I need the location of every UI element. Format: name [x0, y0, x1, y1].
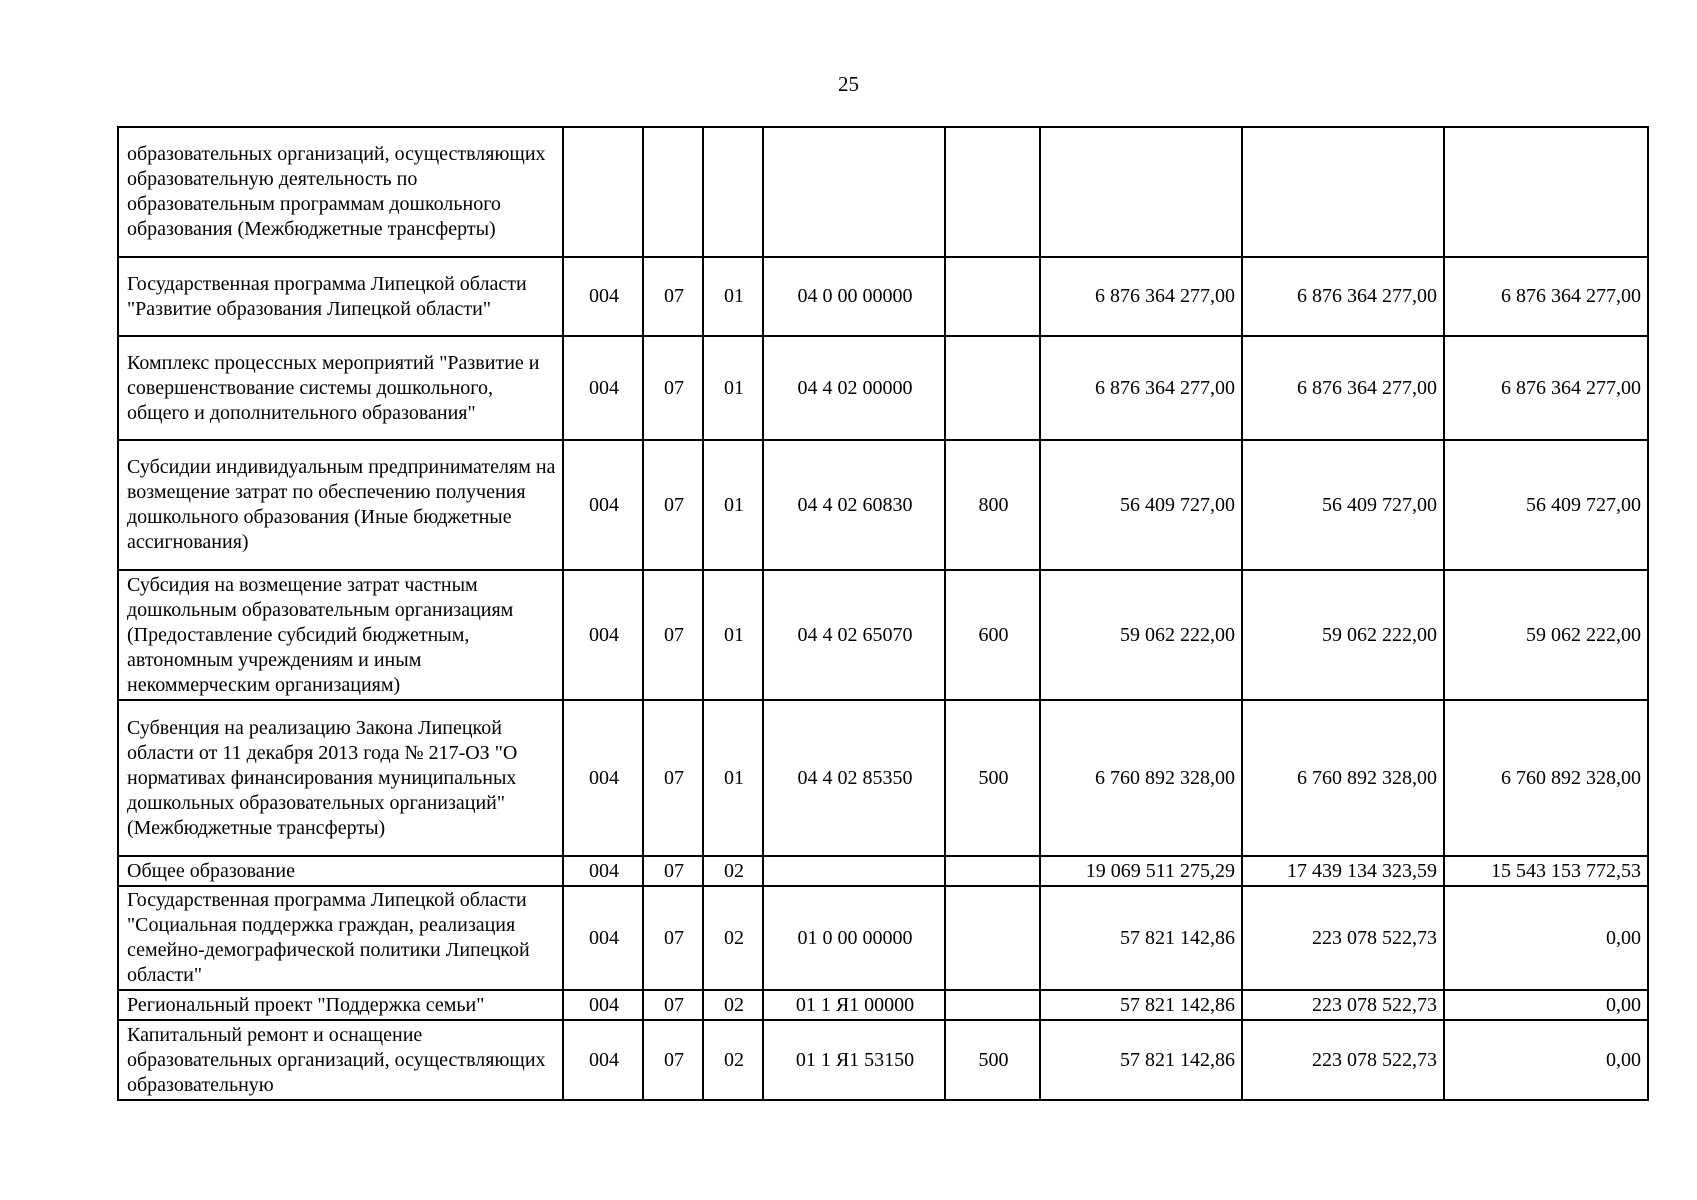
row-name-cell: Государственная программа Липецкой области "Социальная поддержка граждан, реализация семейно-демографической политики Липецкой области" [118, 886, 563, 990]
amount-year-2-cell: 6 760 892 328,00 [1242, 700, 1444, 856]
subsection-code-cell: 01 [703, 257, 763, 336]
subsection-code-cell: 01 [703, 336, 763, 440]
section-code-cell: 07 [643, 856, 703, 886]
ministry-code-cell: 004 [563, 570, 643, 700]
ministry-code-cell: 004 [563, 700, 643, 856]
target-article-code-cell: 04 4 02 00000 [763, 336, 945, 440]
amount-year-1-cell: 6 876 364 277,00 [1040, 257, 1242, 336]
amount-year-3-cell: 56 409 727,00 [1444, 440, 1648, 570]
row-name-cell: Региональный проект "Поддержка семьи" [118, 990, 563, 1020]
table-row [118, 1020, 1648, 1100]
ministry-code-cell: 004 [563, 990, 643, 1020]
section-code-cell: 07 [643, 886, 703, 990]
ministry-code-cell: 004 [563, 1020, 643, 1100]
target-article-code-cell: 04 4 02 60830 [763, 440, 945, 570]
subsection-code-cell: 02 [703, 990, 763, 1020]
amount-year-2-cell: 59 062 222,00 [1242, 570, 1444, 700]
amount-year-1-cell: 57 821 142,86 [1040, 990, 1242, 1020]
row-name-cell: Капитальный ремонт и оснащение образовательных организаций, осуществляющих образовательную [118, 1020, 563, 1100]
subsection-code-cell [703, 127, 763, 257]
target-article-code-cell: 04 0 00 00000 [763, 257, 945, 336]
subsection-code-cell: 01 [703, 440, 763, 570]
amount-year-1-cell: 6 876 364 277,00 [1040, 336, 1242, 440]
page-number: 25 [838, 72, 859, 96]
amount-year-2-cell: 56 409 727,00 [1242, 440, 1444, 570]
amount-year-3-cell: 15 543 153 772,53 [1444, 856, 1648, 886]
section-code-cell: 07 [643, 990, 703, 1020]
expense-type-code-cell [945, 336, 1040, 440]
amount-year-2-cell: 223 078 522,73 [1242, 990, 1444, 1020]
expense-type-code-cell [945, 127, 1040, 257]
section-code-cell: 07 [643, 257, 703, 336]
target-article-code-cell: 01 1 Я1 53150 [763, 1020, 945, 1100]
subsection-code-cell: 02 [703, 856, 763, 886]
amount-year-1-cell: 59 062 222,00 [1040, 570, 1242, 700]
amount-year-2-cell [1242, 127, 1444, 257]
section-code-cell: 07 [643, 700, 703, 856]
ministry-code-cell [563, 127, 643, 257]
target-article-code-cell: 04 4 02 65070 [763, 570, 945, 700]
amount-year-3-cell: 0,00 [1444, 886, 1648, 990]
subsection-code-cell: 02 [703, 1020, 763, 1100]
expense-type-code-cell: 500 [945, 700, 1040, 856]
table-row [118, 886, 1648, 990]
amount-year-1-cell: 19 069 511 275,29 [1040, 856, 1242, 886]
row-name-cell: образовательных организаций, осуществляющих образовательную деятельность по образовательным программам дошкольного образования (Межбюджетные трансферты) [118, 127, 563, 257]
table-row [118, 856, 1648, 886]
row-name-cell: Субсидия на возмещение затрат частным дошкольным образовательным организациям (Предоставление субсидий бюджетным, автономным учреждениям и иным некоммерческим организациям) [118, 570, 563, 700]
amount-year-1-cell: 56 409 727,00 [1040, 440, 1242, 570]
row-name-cell: Комплекс процессных мероприятий "Развитие и совершенствование системы дошкольного, общего и дополнительного образования" [118, 336, 563, 440]
table-row [118, 336, 1648, 440]
expense-type-code-cell [945, 856, 1040, 886]
table-row [118, 700, 1648, 856]
amount-year-3-cell: 6 760 892 328,00 [1444, 700, 1648, 856]
amount-year-1-cell: 57 821 142,86 [1040, 886, 1242, 990]
expense-type-code-cell [945, 886, 1040, 990]
section-code-cell: 07 [643, 1020, 703, 1100]
target-article-code-cell [763, 856, 945, 886]
amount-year-3-cell: 59 062 222,00 [1444, 570, 1648, 700]
amount-year-3-cell: 6 876 364 277,00 [1444, 336, 1648, 440]
row-name-cell: Общее образование [118, 856, 563, 886]
section-code-cell: 07 [643, 570, 703, 700]
expense-type-code-cell: 500 [945, 1020, 1040, 1100]
amount-year-2-cell: 223 078 522,73 [1242, 1020, 1444, 1100]
amount-year-1-cell: 57 821 142,86 [1040, 1020, 1242, 1100]
table-row [118, 440, 1648, 570]
section-code-cell: 07 [643, 440, 703, 570]
row-name-cell: Субвенция на реализацию Закона Липецкой области от 11 декабря 2013 года № 217-ОЗ "О нормативах финансирования муниципальных дошкольных образовательных организаций" (Межбюджетные трансферты) [118, 700, 563, 856]
table-row [118, 570, 1648, 700]
target-article-code-cell [763, 127, 945, 257]
subsection-code-cell: 01 [703, 570, 763, 700]
amount-year-3-cell: 0,00 [1444, 990, 1648, 1020]
amount-year-2-cell: 6 876 364 277,00 [1242, 336, 1444, 440]
target-article-code-cell: 01 1 Я1 00000 [763, 990, 945, 1020]
ministry-code-cell: 004 [563, 886, 643, 990]
amount-year-2-cell: 17 439 134 323,59 [1242, 856, 1444, 886]
ministry-code-cell: 004 [563, 856, 643, 886]
amount-year-1-cell: 6 760 892 328,00 [1040, 700, 1242, 856]
target-article-code-cell: 01 0 00 00000 [763, 886, 945, 990]
expense-type-code-cell [945, 990, 1040, 1020]
row-name-cell: Государственная программа Липецкой области "Развитие образования Липецкой области" [118, 257, 563, 336]
amount-year-3-cell: 0,00 [1444, 1020, 1648, 1100]
expense-type-code-cell: 800 [945, 440, 1040, 570]
subsection-code-cell: 01 [703, 700, 763, 856]
amount-year-3-cell [1444, 127, 1648, 257]
ministry-code-cell: 004 [563, 440, 643, 570]
target-article-code-cell: 04 4 02 85350 [763, 700, 945, 856]
section-code-cell [643, 127, 703, 257]
section-code-cell: 07 [643, 336, 703, 440]
subsection-code-cell: 02 [703, 886, 763, 990]
table-row [118, 990, 1648, 1020]
table-row [118, 257, 1648, 336]
expense-type-code-cell [945, 257, 1040, 336]
ministry-code-cell: 004 [563, 257, 643, 336]
amount-year-1-cell [1040, 127, 1242, 257]
ministry-code-cell: 004 [563, 336, 643, 440]
table-row [118, 127, 1648, 257]
row-name-cell: Субсидии индивидуальным предпринимателям на возмещение затрат по обеспечению получения дошкольного образования (Иные бюджетные ассигнования) [118, 440, 563, 570]
amount-year-2-cell: 223 078 522,73 [1242, 886, 1444, 990]
amount-year-3-cell: 6 876 364 277,00 [1444, 257, 1648, 336]
amount-year-2-cell: 6 876 364 277,00 [1242, 257, 1444, 336]
expense-type-code-cell: 600 [945, 570, 1040, 700]
budget-table [117, 126, 1649, 1101]
